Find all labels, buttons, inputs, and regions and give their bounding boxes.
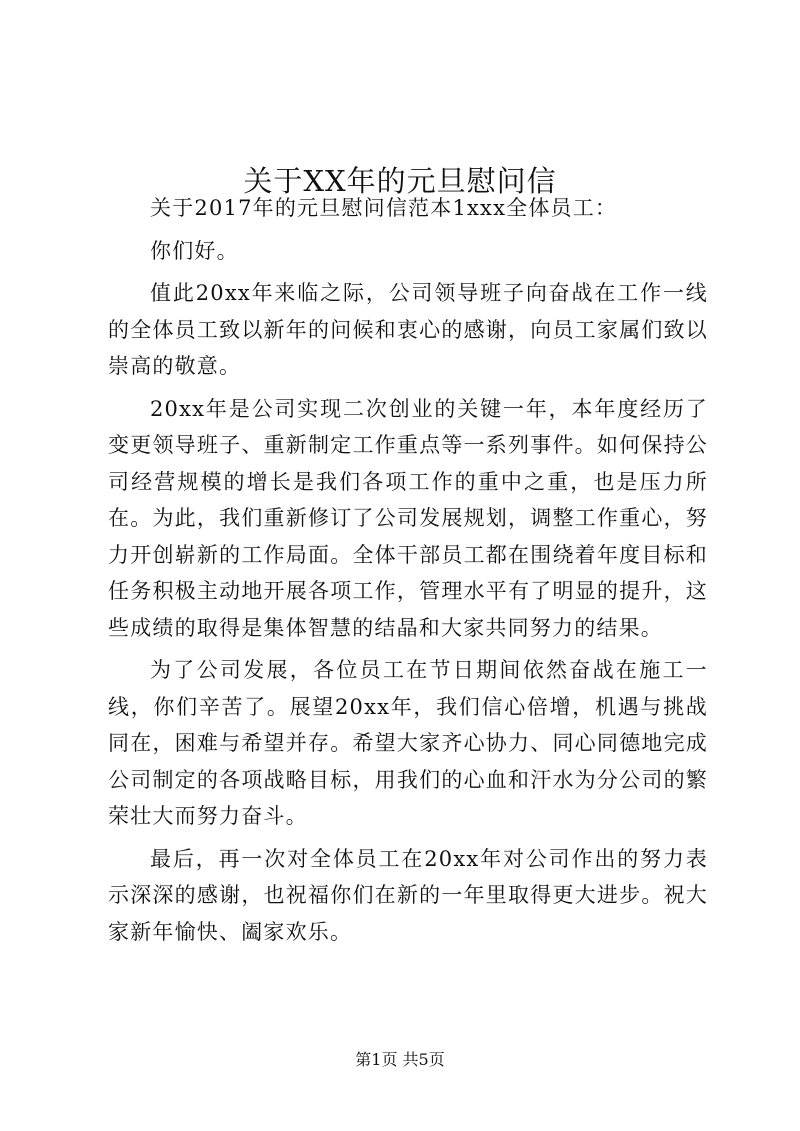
document-body <box>108 190 708 956</box>
paragraph: 值此20xx年来临之际，公司领导班子向奋战在工作一线的全体员工致以新年的问候和衷心的感谢，向员工家属们致以崇高的敬意。 <box>108 281 708 378</box>
paragraph: 为了公司发展，各位员工在节日期间依然奋战在施工一线，你们辛苦了。展望20xx年，我们信心倍增，机遇与挑战同在，困难与希望并存。希望大家齐心协力、同心同德地完成公司制定的各项战略目标，用我们的心血和汗水为分公司的繁荣壮大而努力奋斗。 <box>108 658 708 828</box>
paragraph: 20xx年是公司实现二次创业的关键一年，本年度经历了变更领导班子、重新制定工作重点等一系列事件。如何保持公司经营规模的增长是我们各项工作的重中之重，也是压力所在。为此，我们重新修订了公司发展规划，调整工作重心，努力开创崭新的工作局面。全体干部员工都在围绕着年度目标和任务积极主动地开展各项工作，管理水平有了明显的提升，这些成绩的取得是集体智慧的结晶和大家共同努力的结果。 <box>108 396 708 640</box>
document-title: 关于XX年的元旦慰问信 <box>243 164 557 199</box>
salutation-line: 关于2017年的元旦慰问信范本1xxx全体员工： <box>150 196 618 220</box>
paragraph: 最后，再一次对全体员工在20xx年对公司作出的努力表示深深的感谢，也祝福你们在新的一年里取得更大进步。祝大家新年愉快、阖家欢乐。 <box>108 846 708 944</box>
page-number-footer: 第1页 共5页 <box>355 1050 445 1069</box>
greeting-line: 你们好。 <box>150 238 239 263</box>
